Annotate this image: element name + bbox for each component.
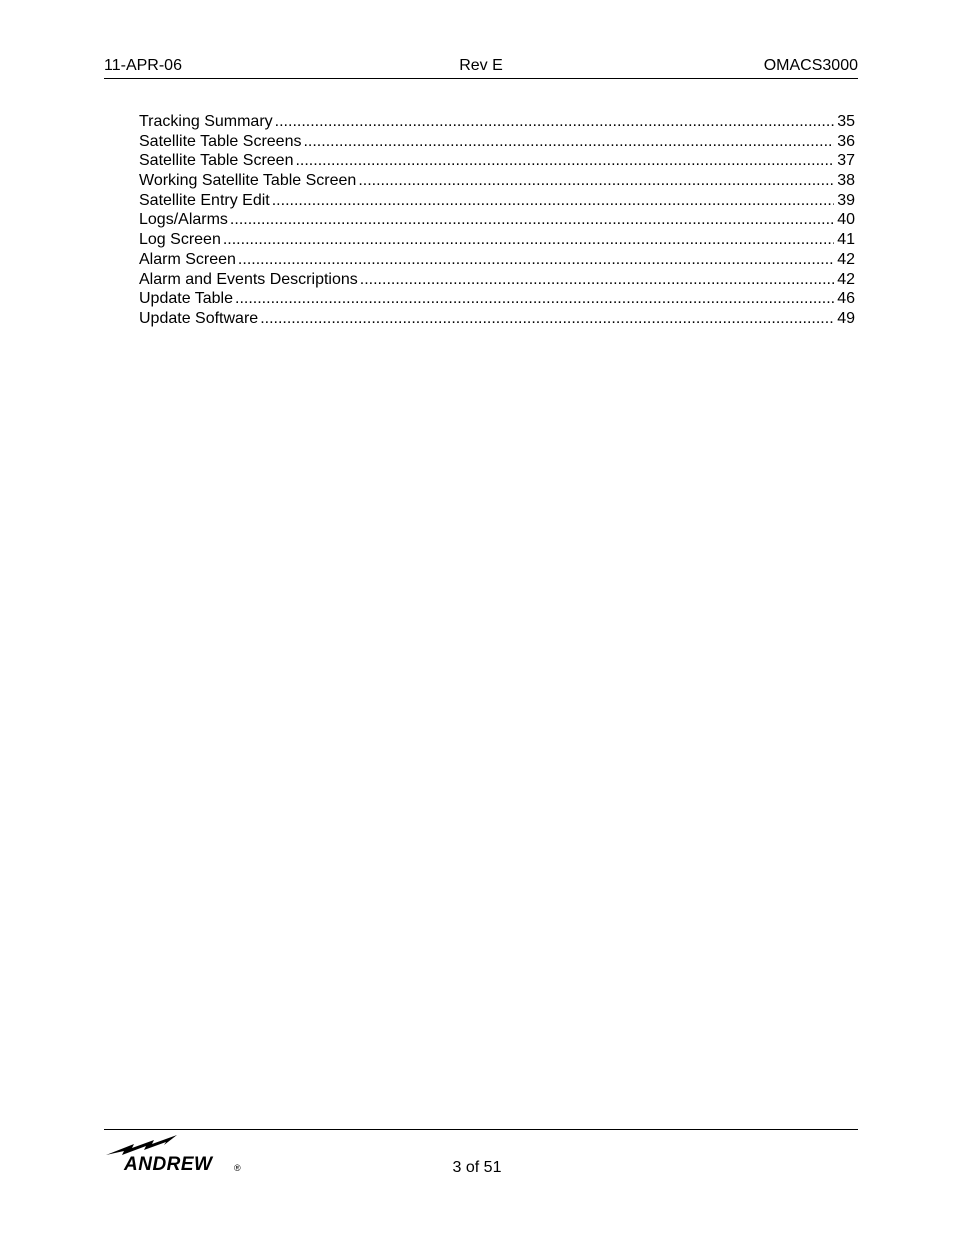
toc-leader-dots	[295, 151, 834, 171]
toc-entry-title: Update Software	[139, 309, 259, 327]
toc-entry-title: Alarm Screen	[139, 250, 236, 268]
toc-leader-dots	[235, 289, 834, 309]
toc-entry[interactable]	[139, 112, 855, 132]
toc-leader-dots	[272, 191, 834, 211]
toc-entry[interactable]	[139, 191, 855, 211]
toc-entry-title: Satellite Table Screens	[139, 132, 302, 150]
toc-entry[interactable]	[139, 270, 855, 290]
header-date: 11-APR-06	[104, 57, 182, 74]
toc-entry-page: 49	[837, 309, 855, 327]
toc-leader-dots	[238, 250, 834, 270]
toc-leader-dots	[303, 132, 834, 152]
toc-leader-dots	[360, 270, 834, 290]
toc-entry-page: 41	[837, 231, 855, 249]
toc-entry[interactable]	[139, 132, 855, 152]
toc-leader-dots	[275, 112, 835, 132]
header-revision: Rev E	[459, 57, 503, 74]
page-number: 3 of 51	[452, 1159, 502, 1176]
toc-entry-page: 46	[837, 290, 855, 308]
toc-entry-page: 38	[837, 172, 855, 190]
toc-entry-page: 36	[837, 132, 855, 150]
toc-entry[interactable]	[139, 210, 855, 230]
header-doc-id: OMACS3000	[763, 57, 858, 74]
toc-entry-title: Working Satellite Table Screen	[139, 172, 357, 190]
toc-entry-page: 37	[837, 152, 855, 170]
toc-entry[interactable]	[139, 151, 855, 171]
toc-entry-title: Satellite Entry Edit	[139, 191, 270, 209]
footer-divider	[104, 1129, 858, 1130]
toc-entry-title: Update Table	[139, 290, 233, 308]
table-of-contents	[139, 112, 855, 329]
toc-entry-page: 39	[837, 191, 855, 209]
toc-entry-title: Satellite Table Screen	[139, 152, 294, 170]
page-header	[104, 56, 858, 79]
toc-entry-page: 42	[837, 270, 855, 288]
toc-entry[interactable]	[139, 171, 855, 191]
toc-entry-page: 40	[837, 211, 855, 229]
toc-entry-page: 35	[837, 113, 855, 130]
toc-entry[interactable]	[139, 250, 855, 270]
toc-leader-dots	[260, 309, 834, 329]
logo-wordmark: ANDREW	[124, 1154, 213, 1175]
toc-entry[interactable]	[139, 309, 855, 329]
toc-entry-title: Logs/Alarms	[139, 211, 228, 229]
toc-leader-dots	[223, 230, 834, 250]
toc-entry-title: Log Screen	[139, 231, 221, 249]
toc-entry-title: Tracking Summary	[139, 113, 273, 130]
toc-entry-page: 42	[837, 250, 855, 268]
toc-leader-dots	[230, 210, 834, 230]
lightning-bolt-icon	[106, 1135, 177, 1155]
toc-entry[interactable]	[139, 289, 855, 309]
toc-entry[interactable]	[139, 230, 855, 250]
toc-leader-dots	[358, 171, 834, 191]
registered-mark: ®	[234, 1163, 241, 1173]
toc-entry-title: Alarm and Events Descriptions	[139, 270, 358, 288]
